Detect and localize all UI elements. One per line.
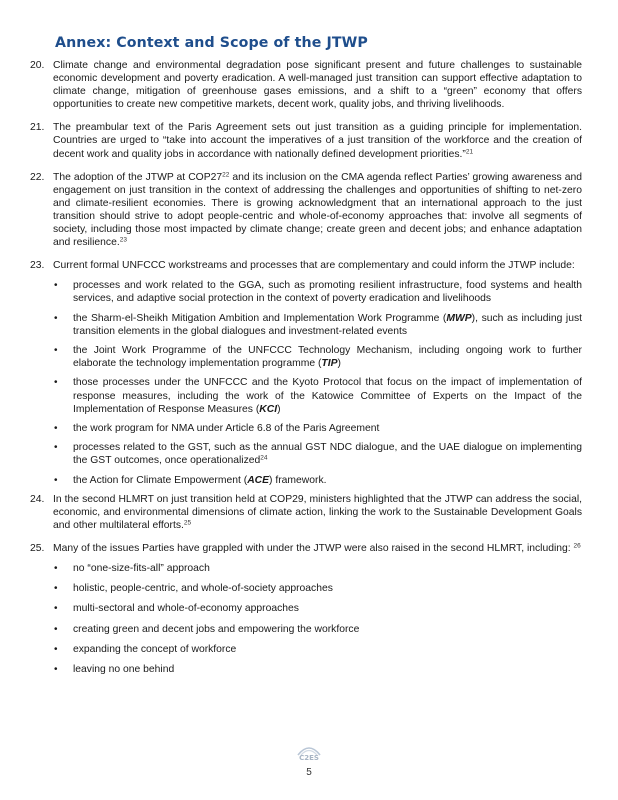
list-item: [53, 422, 582, 435]
paragraph-number: 22.: [30, 171, 45, 183]
list-item: [53, 312, 582, 338]
paragraph-text: In the second HLMRT on just transition held at COP29, ministers highlighted that the JTWP can address the social, economic, and environmental dimensions of climate action, linking the work to the Sustainable Development Goals and other multilateral efforts.: [53, 493, 582, 532]
list-item: [53, 279, 582, 305]
list-item: • no “one-size-fits-all” approach: [53, 562, 582, 575]
list-item-text: the Sharm-el-Sheikh Mitigation Ambition and Implementation Work Programme (: [73, 312, 447, 324]
list-item-text: ) framework.: [269, 474, 327, 486]
list-item-text: those processes under the UNFCCC and the Kyoto Protocol that focus on the impact of implementation of response measures, including the work of the Katowice Committee of Experts on the Impact of the Implementation of Response Measures (: [73, 377, 582, 415]
paragraph-25: [30, 542, 582, 676]
paragraph-number: 25.: [30, 543, 45, 555]
paragraph-text: Many of the issues Parties have grappled with under the JTWP were also raised in the second HLMRT, including:: [53, 543, 574, 555]
paragraph-number: 24.: [30, 493, 45, 505]
list-item: [53, 441, 582, 467]
list-item: • multi-sectoral and whole-of-economy approaches: [53, 602, 582, 615]
c2es-logo: [296, 740, 322, 762]
list-item-text: processes related to the GST, such as the annual GST NDC dialogue, and the UAE dialogue on implementing the GST outcomes, once operationalized: [73, 442, 582, 467]
workstream-list: [53, 279, 582, 486]
paragraph-text: Current formal UNFCCC workstreams and processes that are complementary and could inform the JTWP include:: [53, 260, 575, 272]
acronym: MWP: [446, 312, 472, 324]
page-number: 5: [306, 767, 312, 778]
list-item: [53, 474, 582, 487]
list-item-text: ): [277, 403, 281, 415]
list-item: • holistic, people-centric, and whole-of-society approaches: [53, 582, 582, 595]
paragraph-number: 23.: [30, 260, 45, 272]
paragraph-text: Climate change and environmental degradation pose significant present and future challenges to sustainable economic development and poverty eradication. A well-managed just transition can support effective adaptation to climate change, mitigation of greenhouse gases emissions, and a shift to a “green” economy that offers opportunities to create new competitive markets, decent work, quality jobs, and thriving livelihoods.: [53, 60, 582, 111]
footnote-ref[interactable]: 21: [465, 147, 474, 155]
list-item-text: ), such as including just transition elements in the global dialogues and investment-related events: [73, 312, 583, 337]
section-title: Annex: Context and Scope of the JTWP: [55, 35, 368, 51]
paragraph-number: 20.: [30, 60, 45, 71]
paragraph-number: 21.: [30, 122, 45, 134]
footnote-ref[interactable]: 23: [119, 236, 127, 244]
footnote-ref[interactable]: 24: [260, 454, 268, 462]
list-item: [53, 344, 582, 370]
list-item-text: the work program for NMA under Article 6.8 of the Paris Agreement: [73, 422, 380, 434]
paragraph-23: [30, 259, 582, 486]
list-item-text: ): [337, 358, 341, 370]
list-item: • leaving no one behind: [53, 663, 582, 676]
acronym: ACE: [247, 474, 270, 486]
list-item: • expanding the concept of workforce: [53, 643, 582, 656]
paragraph-21: [30, 121, 582, 160]
list-item: [53, 376, 582, 415]
logo-text: C2ES: [299, 754, 319, 762]
paragraph-24: [30, 493, 582, 532]
list-item: • creating green and decent jobs and empowering the workforce: [53, 623, 582, 636]
acronym: TIP: [321, 358, 338, 370]
paragraph-20: [30, 59, 582, 111]
paragraph-text: and its inclusion on the CMA agenda reflect Parties’ growing awareness and engagement on just transition in the context of addressing the challenges and opportunities of shifting to net-zero and climate-resilient economies. There is growing acknowledgment that an international approach to the just transition should strive to adopt people-centric and whole-of-economy approaches that: involve all segments of society, including those most impacted by climate change; create green and decent jobs; and enhance adaptation and resilience.: [53, 171, 582, 249]
footnote-ref[interactable]: 22: [222, 171, 230, 179]
footnote-ref[interactable]: 26: [573, 542, 581, 550]
list-item-text: the Action for Climate Empowerment (: [73, 474, 248, 486]
footnote-ref[interactable]: 25: [183, 519, 192, 527]
paragraph-text: The preambular text of the Paris Agreement sets out just transition as a guiding principle for implementation. Countries are urged to “take into account the imperatives of a just transition of the workforce and the creation of decent work and quality jobs in accordance with nationally defined development priorities.”: [53, 122, 582, 160]
acronym: KCI: [259, 403, 278, 415]
paragraph-text: The adoption of the JTWP at COP27: [53, 171, 223, 183]
issues-list: [53, 562, 582, 676]
list-item-text: the Joint Work Programme of the UNFCCC Technology Mechanism, including ongoing work to further elaborate the technology implementation programme (: [73, 345, 582, 370]
body-content: [30, 59, 582, 683]
list-item-text: processes and work related to the GGA, such as promoting resilient infrastructure, food systems and health services, and adaptive social protection in the context of poverty eradication and livelihoods: [73, 280, 582, 305]
paragraph-22: [30, 171, 582, 250]
